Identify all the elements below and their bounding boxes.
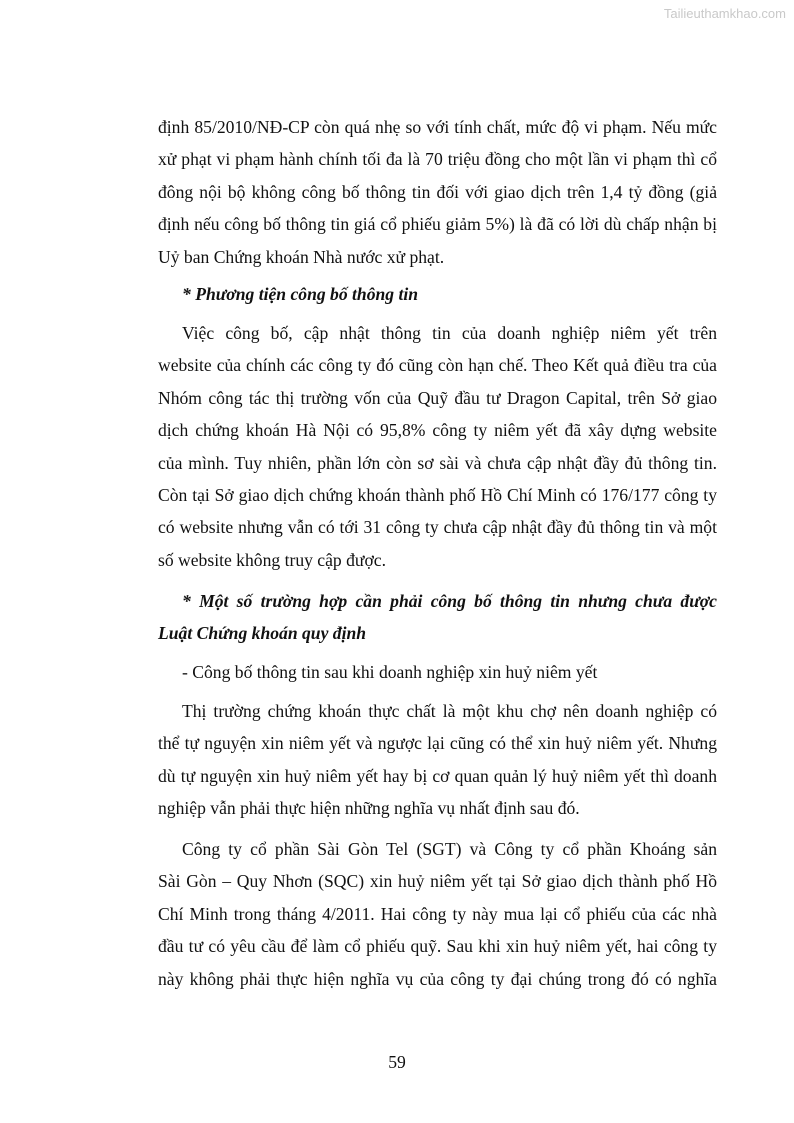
text-line: này không phải thực hiện nghĩa vụ của công ty đại chúng trong đó có nghĩa — [158, 968, 717, 989]
text-line: Việc công bố, cập nhật thông tin của doanh nghiệp niêm yết trên — [182, 323, 717, 343]
text-line: Còn tại Sở giao dịch chứng khoán thành phố Hồ Chí Minh có 176/177 công ty — [158, 484, 717, 505]
heading-line: * Phương tiện công bố thông tin — [182, 284, 419, 304]
text-line: Thị trường chứng khoán thực chất là một khu chợ nên doanh nghiệp có — [182, 701, 717, 721]
text-line: đầu tư có yêu cầu để làm cổ phiếu quỹ. Sau khi xin huỷ niêm yết, hai công ty — [158, 936, 717, 957]
paragraph-penalty — [158, 111, 717, 273]
page-number: 59 — [388, 1052, 406, 1072]
paragraph-websites — [158, 317, 717, 576]
text-line: - Công bố thông tin sau khi doanh nghiệp xin huỷ niêm yết — [182, 662, 598, 682]
text-line: có website nhưng vẫn có tới 31 công ty chưa cập nhật đầy đủ thông tin và một — [158, 517, 717, 538]
text-line: nghiệp vẫn phải thực hiện những nghĩa vụ nhất định sau đó. — [158, 798, 580, 819]
paragraph-sgt-sqc — [158, 833, 717, 995]
text-line: đông nội bộ không công bố thông tin đối với giao dịch trên 1,4 tỷ đồng (giả — [158, 181, 717, 202]
watermark: Tailieuthamkhao.com — [663, 6, 786, 21]
text-line: Sài Gòn – Quy Nhơn (SQC) xin huỷ niêm yết tại Sở giao dịch thành phố Hồ — [158, 871, 717, 892]
text-line: định nếu công bố thông tin giá cổ phiếu giảm 5%) là đã có lời dù chấp nhận bị — [158, 214, 717, 235]
text-line: xử phạt vi phạm hành chính tối đa là 70 triệu đồng cho một lần vi phạm thì cổ — [158, 149, 717, 170]
text-line: số website không truy cập được. — [158, 549, 386, 570]
text-line: Nhóm công tác thị trường vốn của Quỹ đầu tư Dragon Capital, trên Sở giao — [158, 387, 717, 408]
heading-line: Luật Chứng khoán quy định — [158, 623, 367, 644]
text-line: của mình. Tuy nhiên, phần lớn còn sơ sài và chưa cập nhật đầy đủ thông tin. — [158, 452, 717, 473]
heading-line: * Một số trường hợp cần phải công bố thông tin nhưng chưa được — [182, 591, 717, 611]
heading-unregulated-cases — [158, 585, 717, 650]
paragraph-market — [158, 695, 717, 825]
text-line: định 85/2010/NĐ-CP còn quá nhẹ so với tính chất, mức độ vi phạm. Nếu mức — [158, 117, 717, 137]
text-line: Uỷ ban Chứng khoán Nhà nước xử phạt. — [158, 246, 445, 267]
heading-disclosure-means — [158, 278, 717, 310]
text-line: Chí Minh trong tháng 4/2011. Hai công ty này mua lại cổ phiếu của các nhà — [158, 903, 717, 924]
text-line: thể tự nguyện xin niêm yết và ngược lại cũng có thể xin huỷ niêm yết. Nhưng — [158, 733, 717, 754]
text-line: Công ty cổ phần Sài Gòn Tel (SGT) và Công ty cổ phần Khoáng sản — [182, 839, 717, 859]
text-line: dịch chứng khoán Hà Nội có 95,8% công ty niêm yết đã xây dựng website — [158, 420, 717, 441]
text-line: dù tự nguyện xin huỷ niêm yết hay bị cơ quan quản lý huỷ niêm yết thì doanh — [158, 765, 717, 786]
paragraph-delisting-item — [158, 656, 717, 688]
text-line: website của chính các công ty đó cũng còn hạn chế. Theo Kết quả điều tra của — [158, 355, 717, 376]
